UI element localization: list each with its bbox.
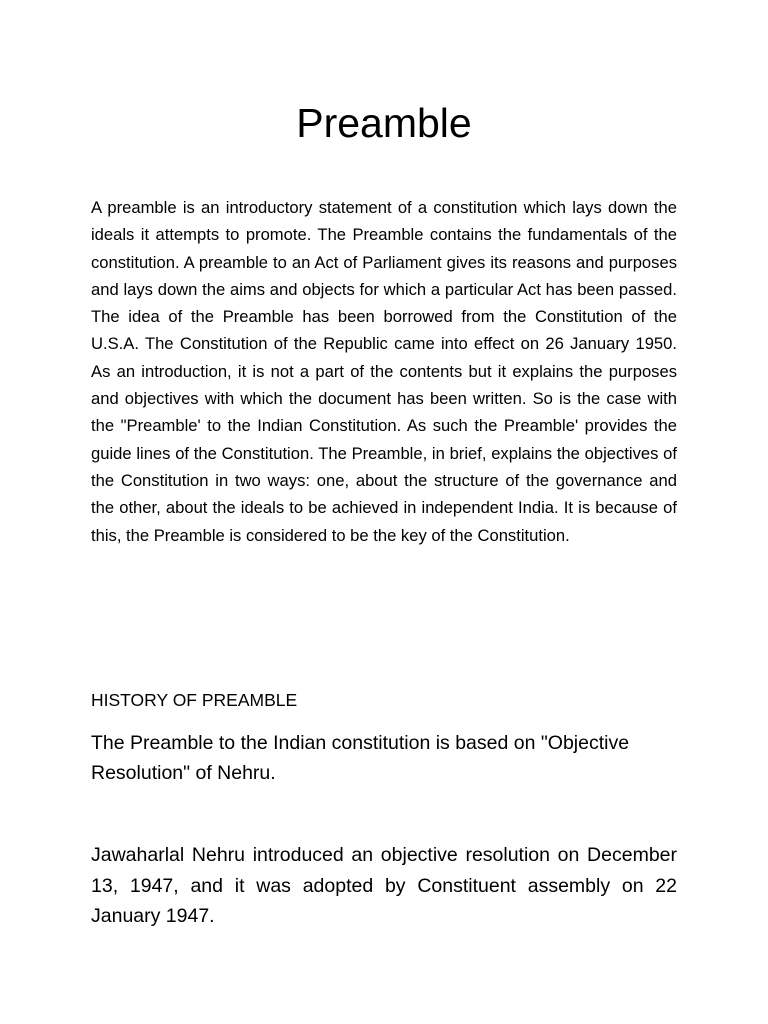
history-paragraph-nehru: Jawaharlal Nehru introduced an objective resolution on December 13, 1947, and it was adopted by Constituent assembly on 22 January 1947. (91, 844, 677, 927)
page-title: Preamble (296, 100, 472, 146)
intro-paragraph: A preamble is an introductory statement of a constitution which lays down the ideals it attempts to promote. The Preamble contains the fundamentals of the constitution. A preamble to an Act of Parliament gives its reasons and purposes and lays down the aims and objects for which a particular Act has been passed. The idea of the Preamble has been borrowed from the Constitution of the U.S.A. The Constitution of the Republic came into effect on 26 January 1950. As an introduction, it is not a part of the contents but it explains the purposes and objectives with which the document has been written. So is the case with the "Preamble' to the Indian Constitution. As such the Preamble' provides the guide lines of the Constitution. The Preamble, in brief, explains the objectives of the Constitution in two ways: one, about the structure of the governance and the other, about the ideals to be achieved in independent India. It is because of this, the Preamble is considered to be the key of the Constitution. (91, 198, 677, 545)
history-heading: HISTORY OF PREAMBLE (91, 690, 298, 710)
history-paragraph-objective-resolution: The Preamble to the Indian constitution is based on "Objective Resolution" of Nehru. (91, 732, 630, 784)
